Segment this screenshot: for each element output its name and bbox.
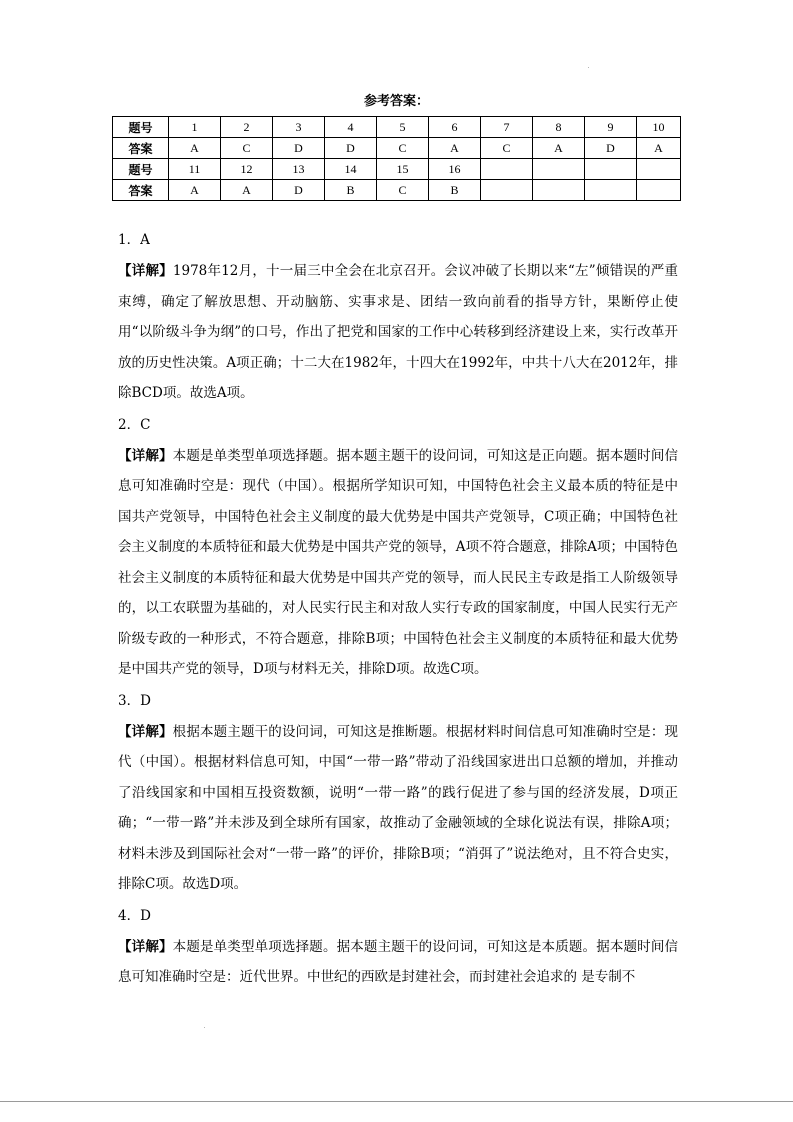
answer-table — [112, 116, 681, 201]
table-cell: A — [221, 180, 273, 201]
table-cell: A — [637, 138, 681, 159]
table-cell: 11 — [169, 159, 221, 180]
table-cell: D — [273, 180, 325, 201]
detail-tag: 【详解】 — [118, 263, 173, 279]
detail-tag: 【详解】 — [118, 447, 173, 464]
table-cell: 16 — [429, 159, 481, 180]
table-cell — [533, 180, 585, 201]
corner-dot — [588, 67, 589, 68]
table-cell: 9 — [585, 117, 637, 138]
explanation-2 — [118, 441, 678, 685]
explanation-text: 本题是单类型单项选择题。据本题主题干的设问词，可知这是本质题。据本题时间信息可知准确时空是：近代世界。中世纪的西欧是封建社会，而封建社会追求的 是专制不 — [118, 938, 679, 985]
table-cell: 13 — [273, 159, 325, 180]
table-cell: 12 — [221, 159, 273, 180]
explanation-text: 1978年12月，十一届三中全会在北京召开。会议冲破了长期以来“左”倾错误的严重束缚，确定了解放思想、开动脑筋、实事求是、团结一致向前看的指导方针，果断停止使用“以阶级斗争为纲”的口号，作出了把党和国家的工作中心转移到经济建设上来，实行改革开放的历史性决策。A项正确；十二大在1982年，十四大在1992年，中共十八大在2012年，排除BCD项。故选A项。 — [118, 263, 678, 401]
table-cell: C — [481, 138, 533, 159]
table-cell: 2 — [221, 117, 273, 138]
table-cell — [585, 180, 637, 201]
table-cell: 10 — [637, 117, 681, 138]
table-cell: 1 — [169, 117, 221, 138]
table-cell: 15 — [377, 159, 429, 180]
table-cell: 4 — [325, 117, 377, 138]
explanation-4 — [118, 932, 678, 993]
table-cell: 8 — [533, 117, 585, 138]
table-cell — [585, 159, 637, 180]
row-header: 答案 — [113, 138, 169, 159]
table-cell — [481, 159, 533, 180]
table-cell: C — [377, 138, 429, 159]
table-cell: A — [169, 138, 221, 159]
question-answer-4: 4．D — [118, 907, 151, 924]
table-cell: 3 — [273, 117, 325, 138]
table-cell: 5 — [377, 117, 429, 138]
table-cell: A — [169, 180, 221, 201]
row-header: 答案 — [113, 180, 169, 201]
answer-row — [113, 138, 681, 159]
detail-tag: 【详解】 — [118, 938, 173, 955]
table-cell — [481, 180, 533, 201]
explanation-text: 根据本题主题干的设问词，可知这是推断题。根据材料时间信息可知准确时空是：现代（中国）。根据材料信息可知，中国“一带一路”带动了沿线国家进出口总额的增加，并推动了沿线国家和中国相互投资数额，说明“一带一路”的践行促进了参与国的经济发展，D项正确；“一带一路”并未涉及到全球所有国家，故推动了金融领域的全球化说法有误，排除A项；材料未涉及到国际社会对“一带一路”的评价，排除B项；“消弭了”说法绝对，且不符合史实，排除C项。故选D项。 — [118, 723, 679, 892]
explanation-1 — [118, 256, 678, 409]
table-cell: 14 — [325, 159, 377, 180]
table-cell — [533, 159, 585, 180]
table-cell: C — [377, 180, 429, 201]
question-number-row — [113, 159, 681, 180]
table-cell — [637, 180, 681, 201]
answer-row — [113, 180, 681, 201]
page-title: 参考答案： — [363, 94, 429, 109]
page-bottom-rule — [0, 1101, 793, 1102]
question-answer-2: 2．C — [118, 416, 151, 433]
question-answer-1: 1．A — [118, 232, 150, 248]
table-cell: 7 — [481, 117, 533, 138]
table-cell: D — [325, 138, 377, 159]
table-cell: B — [429, 180, 481, 201]
footer-dot — [204, 1027, 205, 1028]
row-header: 题号 — [113, 159, 169, 180]
table-cell: C — [221, 138, 273, 159]
table-cell: D — [585, 138, 637, 159]
table-cell: B — [325, 180, 377, 201]
table-cell: D — [273, 138, 325, 159]
detail-tag: 【详解】 — [118, 723, 173, 740]
table-cell — [637, 159, 681, 180]
question-number-row — [113, 117, 681, 138]
explanation-text: 本题是单类型单项选择题。据本题主题干的设问词，可知这是正向题。据本题时间信息可知准确时空是：现代（中国）。根据所学知识可知，中国特色社会主义最本质的特征是中国共产党领导，中国特色社会主义制度的最大优势是中国共产党领导，C项正确；中国特色社会主义制度的本质特征和最大优势是中国共产党的领导，A项不符合题意，排除A项；中国特色社会主义制度的本质特征和最大优势是中国共产党的领导，而人民民主专政是指工人阶级领导的，以工农联盟为基础的，对人民实行民主和对敌人实行专政的国家制度，中国人民实行无产阶级专政的一种形式，不符合题意，排除B项；中国特色社会主义制度的本质特征和最大优势是中国共产党的领导，D项与材料无关，排除D项。故选C项。 — [118, 447, 679, 677]
row-header: 题号 — [113, 117, 169, 138]
explanation-3 — [118, 717, 678, 900]
table-cell: A — [533, 138, 585, 159]
table-cell: A — [429, 138, 481, 159]
question-answer-3: 3．D — [118, 692, 151, 709]
explanations — [118, 228, 678, 997]
table-cell: 6 — [429, 117, 481, 138]
